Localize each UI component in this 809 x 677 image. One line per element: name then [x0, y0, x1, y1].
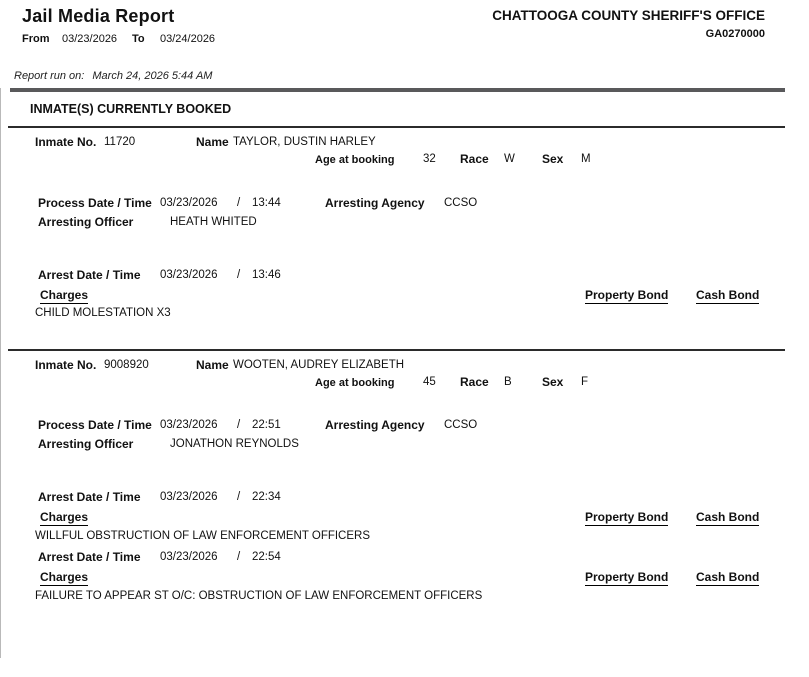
charge-text: FAILURE TO APPEAR ST O/C: OBSTRUCTION OF LAW ENFORCEMENT OFFICERS — [35, 590, 483, 602]
cash-bond-header: Cash Bond — [696, 510, 760, 524]
arrest-time-value: 22:34 — [252, 491, 281, 503]
process-time-value: 22:51 — [252, 419, 281, 431]
arresting-agency-value: CCSO — [444, 197, 478, 209]
inmate-no-label: Inmate No. — [35, 358, 97, 372]
name-label: Name — [196, 358, 229, 372]
age-at-booking-label: Age at booking — [315, 377, 395, 389]
report-run-on-label: Report run on: — [14, 70, 85, 82]
cash-bond-header: Cash Bond — [696, 570, 760, 584]
arresting-officer-value: JONATHON REYNOLDS — [170, 438, 299, 450]
charges-header: Charges — [40, 288, 89, 302]
cash-bond-header: Cash Bond — [696, 288, 760, 302]
report-run-on — [14, 70, 212, 82]
charge-text: WILLFUL OBSTRUCTION OF LAW ENFORCEMENT OFFICERS — [35, 530, 371, 542]
process-date-time-separator: / — [237, 197, 241, 209]
arresting-officer-value: HEATH WHITED — [170, 216, 257, 228]
inmate-divider-line — [8, 349, 785, 351]
arrest-time-value: 22:54 — [252, 551, 281, 563]
section-title: INMATE(S) CURRENTLY BOOKED — [30, 102, 232, 116]
left-border-line — [0, 88, 1, 658]
arresting-agency-label: Arresting Agency — [325, 418, 425, 432]
arresting-agency-label: Arresting Agency — [325, 196, 425, 210]
arresting-officer-label: Arresting Officer — [38, 437, 134, 451]
age-value: 32 — [423, 153, 436, 165]
from-label: From — [22, 33, 50, 45]
property-bond-header: Property Bond — [585, 510, 669, 524]
charge-text: CHILD MOLESTATION X3 — [35, 307, 171, 319]
arrest-date-time-separator: / — [237, 269, 241, 281]
arrest-date-value: 03/23/2026 — [160, 551, 218, 563]
inmate-no-label: Inmate No. — [35, 135, 97, 149]
arresting-agency-value: CCSO — [444, 419, 478, 431]
from-date: 03/23/2026 — [62, 33, 118, 45]
sex-value: F — [581, 376, 589, 388]
age-at-booking-label: Age at booking — [315, 154, 395, 166]
process-date-time-separator: / — [237, 419, 241, 431]
sex-label: Sex — [542, 375, 564, 389]
property-bond-header: Property Bond — [585, 288, 669, 302]
report-run-on-value: March 24, 2026 5:44 AM — [92, 70, 213, 82]
name-value: TAYLOR, DUSTIN HARLEY — [233, 136, 376, 148]
name-label: Name — [196, 135, 229, 149]
to-label: To — [132, 33, 145, 45]
race-label: Race — [460, 152, 489, 166]
inmate-no-value: 9008920 — [104, 359, 149, 371]
process-date-value: 03/23/2026 — [160, 197, 218, 209]
process-date-time-label: Process Date / Time — [38, 418, 152, 432]
property-bond-header: Property Bond — [585, 570, 669, 584]
process-date-value: 03/23/2026 — [160, 419, 218, 431]
race-label: Race — [460, 375, 489, 389]
arresting-officer-label: Arresting Officer — [38, 215, 134, 229]
header-divider-bar — [10, 88, 785, 92]
process-time-value: 13:44 — [252, 197, 281, 209]
section-divider-line — [8, 126, 785, 128]
inmate-no-value: 11720 — [104, 136, 136, 148]
arrest-date-value: 03/23/2026 — [160, 269, 218, 281]
charges-header: Charges — [40, 510, 89, 524]
arrest-date-time-separator: / — [237, 551, 241, 563]
arrest-date-time-separator: / — [237, 491, 241, 503]
report-title: Jail Media Report — [22, 6, 175, 26]
arrest-date-value: 03/23/2026 — [160, 491, 218, 503]
arrest-date-time-label: Arrest Date / Time — [38, 490, 141, 504]
sex-value: M — [581, 153, 591, 165]
to-date: 03/24/2026 — [160, 33, 216, 45]
sex-label: Sex — [542, 152, 564, 166]
process-date-time-label: Process Date / Time — [38, 196, 152, 210]
agency-code: GA0270000 — [705, 28, 765, 40]
race-value: B — [504, 376, 512, 388]
arrest-time-value: 13:46 — [252, 269, 281, 281]
sheriff-office-name: CHATTOOGA COUNTY SHERIFF'S OFFICE — [492, 8, 765, 23]
race-value: W — [504, 153, 515, 165]
name-value: WOOTEN, AUDREY ELIZABETH — [233, 359, 405, 371]
charges-header: Charges — [40, 570, 89, 584]
arrest-date-time-label: Arrest Date / Time — [38, 268, 141, 282]
arrest-date-time-label: Arrest Date / Time — [38, 550, 141, 564]
age-value: 45 — [423, 376, 436, 388]
